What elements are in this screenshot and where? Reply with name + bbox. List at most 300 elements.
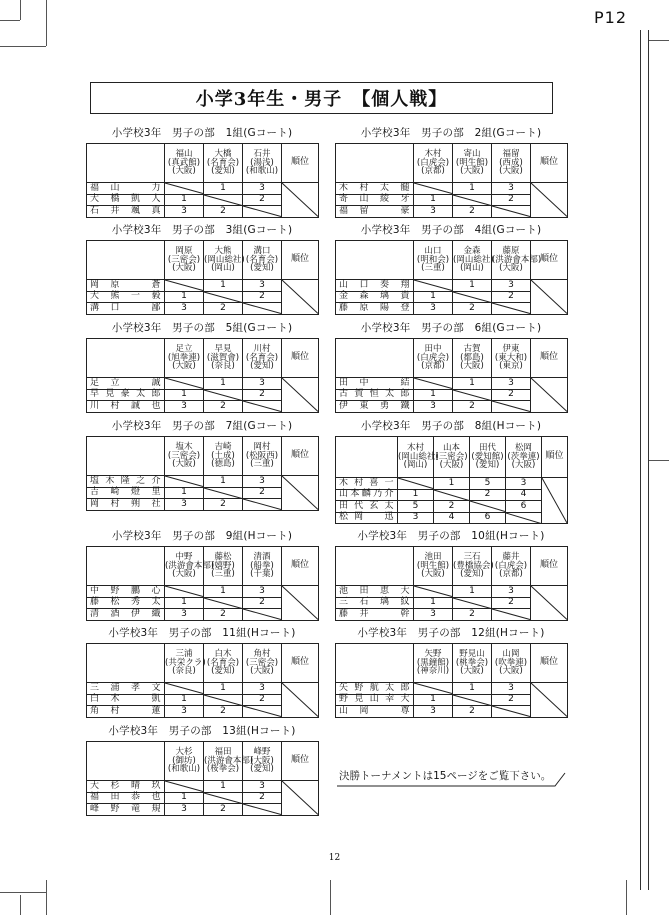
rank-cell — [531, 586, 568, 621]
column-header — [453, 547, 492, 586]
column-header-line: (豊橋協会) — [453, 560, 494, 571]
player-name: 角村 蓮 — [87, 706, 165, 718]
round-robin-table — [86, 436, 319, 511]
column-header-line: (三密会) — [245, 657, 279, 668]
column-header-line: 山本 — [442, 442, 460, 453]
column-header-line: 角村 — [253, 648, 271, 659]
group-title: 小学校3年 男子の部 12組(Hコート) — [357, 627, 545, 639]
column-header-line: (大阪) — [439, 460, 464, 471]
column-header-line: 白木 — [214, 648, 232, 659]
table-row — [336, 683, 568, 695]
match-order-cell: 2 — [243, 694, 282, 706]
diagonal-cell — [243, 401, 282, 413]
match-order-cell: 1 — [204, 781, 243, 793]
table-header-row — [87, 547, 319, 586]
match-order-cell: 1 — [204, 683, 243, 695]
column-header-line: (岡山総社) — [398, 451, 439, 462]
column-header-line: (岡山) — [211, 263, 235, 274]
diagonal-cell — [165, 183, 204, 195]
player-name: 矢野航太郎 — [336, 683, 414, 695]
match-order-cell: 1 — [414, 291, 453, 303]
column-header — [414, 144, 453, 183]
match-order-cell: 1 — [165, 487, 204, 499]
table-header-row — [336, 437, 568, 478]
player-name: 三浦孝文 — [87, 683, 165, 695]
column-header-line: (愛知) — [475, 460, 500, 471]
rank-header: 順位 — [531, 144, 568, 183]
column-header — [204, 644, 243, 683]
player-name: 野見山幸大 — [336, 694, 414, 706]
player-name: 田代玄太 — [336, 501, 398, 513]
column-header-line: 木村 — [406, 442, 424, 453]
group-title: 小学校3年 男子の部 10組(Hコート) — [357, 530, 545, 542]
column-header-line: 早見 — [214, 343, 232, 354]
player-name: 溝口 鄙 — [87, 303, 165, 315]
rank-cell — [282, 280, 319, 315]
match-order-cell: 2 — [453, 609, 492, 621]
diagonal-cell — [243, 499, 282, 511]
column-header-line: (大阪) — [460, 166, 484, 177]
match-order-cell: 3 — [165, 206, 204, 218]
rank-header: 順位 — [282, 339, 319, 378]
column-header-line: (名育会) — [245, 352, 279, 363]
match-order-cell: 3 — [165, 499, 204, 511]
group-block — [86, 320, 318, 413]
column-header-line: (西成) — [499, 157, 523, 168]
column-header-line: 木村 — [424, 148, 442, 159]
column-header-line: (三密会) — [435, 451, 468, 462]
column-header-line: (明生館) — [416, 560, 450, 571]
match-order-cell: 3 — [492, 586, 531, 598]
table-row — [87, 586, 319, 598]
column-header-line: 山口 — [424, 245, 442, 256]
diagonal-cell — [506, 512, 542, 524]
player-name: 福山 力 — [87, 183, 165, 195]
diagonal-cell — [414, 183, 453, 195]
corner-cell — [87, 437, 165, 476]
match-order-cell: 2 — [453, 303, 492, 315]
player-name: 寄山綾牙 — [336, 194, 414, 206]
table-row — [336, 586, 568, 598]
rank-cell — [282, 683, 319, 718]
rank-header: 順位 — [542, 437, 568, 478]
column-header-line: 藤原 — [502, 245, 520, 256]
column-header — [492, 241, 542, 280]
crop-mark — [0, 46, 46, 47]
player-name: 足立 誠 — [87, 378, 165, 390]
rank-header: 順位 — [282, 241, 319, 280]
column-header-line: (嬉野) — [211, 560, 235, 571]
player-name: 大橋凱人 — [87, 194, 165, 206]
column-header-line: 山岡 — [502, 648, 520, 659]
column-header-line: 寄山 — [463, 148, 481, 159]
match-order-cell: 1 — [165, 792, 204, 804]
column-header-line: 三石 — [463, 551, 481, 562]
column-header-line: 福山 — [175, 148, 193, 159]
column-header-line: (御坊) — [172, 755, 196, 766]
column-header-line: 清酒 — [253, 551, 271, 562]
match-order-cell: 3 — [414, 206, 453, 218]
column-header — [243, 644, 282, 683]
column-header — [243, 144, 282, 183]
table-row — [336, 489, 568, 501]
player-name: 吉崎燈里 — [87, 487, 165, 499]
column-header — [414, 241, 453, 280]
table-header-row — [87, 644, 319, 683]
match-order-cell: 2 — [204, 206, 243, 218]
player-name: 藤原陽登 — [336, 303, 414, 315]
diagonal-cell — [165, 476, 204, 488]
column-header — [204, 144, 243, 183]
match-order-cell: 2 — [204, 609, 243, 621]
page-title: 小学3年生・男子 【個人戦】 — [90, 82, 553, 114]
column-header — [414, 339, 453, 378]
round-robin-table — [86, 741, 319, 816]
column-header-line: (大阪) — [172, 361, 196, 372]
column-header-line: 中野 — [175, 551, 193, 562]
column-header-line: (千葉) — [250, 569, 274, 580]
column-header — [492, 339, 531, 378]
match-order-cell: 2 — [204, 804, 243, 816]
column-header-line: (岡山総社) — [453, 254, 494, 265]
column-header — [453, 241, 492, 280]
match-order-cell: 3 — [243, 280, 282, 292]
group-block — [86, 528, 318, 621]
match-order-cell: 2 — [492, 389, 531, 401]
table-header-row — [87, 437, 319, 476]
column-header-line: (大阪) — [511, 460, 536, 471]
group-block — [86, 625, 318, 718]
column-header-line: (土成) — [211, 450, 235, 461]
page-number: 12 — [328, 853, 341, 863]
table-row — [336, 512, 568, 524]
match-order-cell: 1 — [453, 183, 492, 195]
crop-mark — [648, 460, 669, 461]
corner-cell — [336, 339, 414, 378]
column-header — [165, 547, 215, 586]
diagonal-cell — [204, 792, 243, 804]
match-order-cell: 3 — [165, 804, 204, 816]
column-header-line: (名育会) — [245, 254, 279, 265]
diagonal-cell — [243, 804, 282, 816]
column-header — [204, 742, 254, 781]
rank-header: 順位 — [282, 547, 319, 586]
group-block — [86, 125, 318, 218]
corner-cell — [336, 144, 414, 183]
match-order-cell: 3 — [398, 512, 434, 524]
column-header-line: (三密会) — [167, 254, 201, 265]
rank-header: 順位 — [282, 144, 319, 183]
diagonal-cell — [165, 586, 204, 598]
diagonal-cell — [414, 586, 453, 598]
player-name: 塩木隆之介 — [87, 476, 165, 488]
group-block — [86, 418, 318, 511]
column-header-line: (茨拳連) — [507, 451, 540, 462]
match-order-cell: 3 — [243, 586, 282, 598]
crop-mark — [46, 880, 47, 915]
column-header-line: 古賀 — [463, 343, 481, 354]
table-row — [336, 183, 568, 195]
match-order-cell: 2 — [204, 706, 243, 718]
table-row — [336, 501, 568, 513]
diagonal-cell — [243, 206, 282, 218]
player-name: 大杉晴玖 — [87, 781, 165, 793]
column-header-line: (三重) — [250, 459, 274, 470]
player-name: 伊東勇鐵 — [336, 401, 414, 413]
diagonal-cell — [492, 401, 531, 413]
column-header-line: (愛知) — [250, 764, 274, 775]
group-title: 小学校3年 男子の部 6組(Gコート) — [360, 322, 542, 334]
column-header-line: (三密会) — [167, 450, 201, 461]
column-header-line: (都島) — [460, 352, 484, 363]
diagonal-cell — [204, 291, 243, 303]
player-name: 三石璃紋 — [336, 597, 414, 609]
corner-cell — [87, 742, 165, 781]
group-title: 小学校3年 男子の部 9組(Hコート) — [111, 530, 293, 542]
column-header — [165, 437, 204, 476]
column-header-line: (湯浅) — [250, 157, 274, 168]
group-block — [335, 125, 567, 218]
diagonal-cell — [243, 303, 282, 315]
group-title: 小学校3年 男子の部 11組(Hコート) — [108, 627, 296, 639]
match-order-cell: 3 — [414, 401, 453, 413]
match-order-cell: 1 — [165, 597, 204, 609]
column-header-line: 大杉 — [175, 746, 193, 757]
column-header-line: (愛知) — [250, 263, 274, 274]
diagonal-cell — [434, 489, 470, 501]
column-header-line: (京都) — [421, 166, 445, 177]
player-name: 岡村朔社 — [87, 499, 165, 511]
column-header-line: (白虎会) — [416, 157, 450, 168]
match-order-cell: 2 — [434, 501, 470, 513]
match-order-cell: 2 — [204, 499, 243, 511]
diagonal-cell — [243, 706, 282, 718]
match-order-cell: 3 — [243, 378, 282, 390]
player-name: 岡原 蒼 — [87, 280, 165, 292]
diagonal-cell — [453, 389, 492, 401]
column-header-line: 塩木 — [175, 441, 193, 452]
round-robin-table — [335, 643, 568, 718]
table-row — [87, 280, 319, 292]
table-row — [87, 781, 319, 793]
column-header — [470, 437, 506, 478]
column-header — [492, 547, 531, 586]
group-title: 小学校3年 男子の部 3組(Gコート) — [111, 224, 293, 236]
rank-cell — [531, 378, 568, 413]
match-order-cell: 2 — [243, 792, 282, 804]
player-name: 池田恵大 — [336, 586, 414, 598]
column-header-line: (岡山) — [460, 263, 484, 274]
corner-cell — [336, 241, 414, 280]
match-order-cell: 2 — [492, 291, 531, 303]
page-edge-line — [648, 30, 649, 890]
round-robin-table — [86, 143, 319, 218]
match-order-cell: 3 — [414, 706, 453, 718]
group-block — [86, 723, 318, 816]
column-header-line: 松岡 — [514, 442, 532, 453]
column-header-line: (神奈川) — [416, 666, 450, 677]
page-label: P12 — [594, 8, 628, 27]
page-edge-line — [640, 30, 641, 890]
table-header-row — [87, 742, 319, 781]
column-header — [165, 644, 204, 683]
group-block — [335, 222, 567, 315]
crop-mark — [330, 880, 331, 915]
group-block — [335, 625, 567, 718]
column-header-line: 田中 — [424, 343, 442, 354]
rank-cell — [542, 478, 568, 524]
column-header-line: (和歌山) — [245, 166, 279, 177]
diagonal-cell — [165, 280, 204, 292]
match-order-cell: 1 — [204, 586, 243, 598]
diagonal-cell — [165, 781, 204, 793]
match-order-cell: 3 — [243, 476, 282, 488]
group-block — [335, 320, 567, 413]
group-title: 小学校3年 男子の部 13組(Hコート) — [108, 725, 296, 737]
column-header-line: (洪游會本部) — [492, 254, 542, 265]
column-header-line: (大阪) — [172, 459, 196, 470]
rank-cell — [531, 280, 568, 315]
rank-header: 順位 — [531, 339, 568, 378]
column-header — [204, 241, 243, 280]
match-order-cell: 1 — [165, 291, 204, 303]
match-order-cell: 4 — [506, 489, 542, 501]
rank-header: 順位 — [282, 437, 319, 476]
player-name: 白木 凱 — [87, 694, 165, 706]
column-header-line: 石井 — [253, 148, 271, 159]
column-header-line: (大阪) — [460, 666, 484, 677]
match-order-cell: 6 — [506, 501, 542, 513]
column-header-line: (岡山) — [403, 460, 428, 471]
corner-cell — [87, 339, 165, 378]
diagonal-cell — [414, 683, 453, 695]
column-header-line: (愛知館) — [471, 451, 504, 462]
table-row — [336, 280, 568, 292]
group-block — [335, 418, 567, 524]
column-header-line: 大橋 — [214, 148, 232, 159]
crop-mark — [0, 892, 46, 893]
column-header-line: (大阪) — [172, 166, 196, 177]
match-order-cell: 2 — [243, 487, 282, 499]
column-header-line: (明生館) — [455, 157, 489, 168]
column-header — [398, 437, 439, 478]
diagonal-cell — [470, 501, 506, 513]
match-order-cell: 2 — [243, 194, 282, 206]
player-name: 山岡 尊 — [336, 706, 414, 718]
column-header-line: (京都) — [421, 361, 445, 372]
diagonal-cell — [492, 609, 531, 621]
group-title: 小学校3年 男子の部 2組(Gコート) — [360, 127, 542, 139]
match-order-cell: 1 — [453, 683, 492, 695]
column-header — [165, 241, 204, 280]
diagonal-cell — [453, 194, 492, 206]
column-header-line: (大阪) — [172, 263, 196, 274]
column-header — [165, 742, 204, 781]
match-order-cell: 1 — [204, 280, 243, 292]
column-header-line: (洪游會本部) — [165, 560, 215, 571]
match-order-cell: 5 — [470, 478, 506, 490]
column-header — [243, 241, 282, 280]
column-header-line: (東大和) — [494, 352, 528, 363]
column-header-line: (大阪) — [499, 666, 523, 677]
match-order-cell: 3 — [492, 378, 531, 390]
column-header-line: (船拳) — [250, 560, 274, 571]
column-header-line: 足立 — [175, 343, 193, 354]
table-header-row — [336, 144, 568, 183]
column-header-line: (徳島) — [211, 459, 235, 470]
match-order-cell: 3 — [492, 280, 531, 292]
column-header — [204, 339, 243, 378]
column-header — [243, 547, 282, 586]
crop-mark — [20, 895, 21, 915]
round-robin-table — [86, 546, 319, 621]
rank-header: 順位 — [531, 644, 568, 683]
column-header-line: 矢野 — [424, 648, 442, 659]
corner-cell — [336, 437, 398, 478]
column-header — [414, 644, 453, 683]
column-header-line: (大阪) — [499, 166, 523, 177]
rank-cell — [282, 586, 319, 621]
player-name: 福留 豪 — [336, 206, 414, 218]
column-header-line: 川村 — [253, 343, 271, 354]
player-name: 木村喜一 — [336, 478, 398, 490]
column-header-line: (愛知) — [211, 166, 235, 177]
group-title: 小学校3年 男子の部 4組(Gコート) — [360, 224, 542, 236]
table-row — [87, 378, 319, 390]
column-header-line: (東京) — [499, 361, 523, 372]
column-header-line: (名育会) — [206, 157, 240, 168]
column-header — [453, 339, 492, 378]
column-header-line: 野見山 — [459, 648, 485, 659]
diagonal-cell — [165, 378, 204, 390]
rank-header: 順位 — [531, 547, 568, 586]
column-header-line: (大阪) — [460, 361, 484, 372]
round-robin-table — [86, 643, 319, 718]
column-header — [492, 644, 531, 683]
footnote-text: 決勝トーナメントは15ページをご覧下さい。 — [339, 769, 552, 782]
column-header — [204, 437, 243, 476]
column-header-line: 伊東 — [502, 343, 520, 354]
match-order-cell: 1 — [165, 194, 204, 206]
column-header-line: 岡原 — [175, 245, 193, 256]
column-header-line: (奈良) — [211, 361, 235, 372]
player-name: 山本麟乃介 — [336, 489, 398, 501]
match-order-cell: 1 — [453, 280, 492, 292]
crop-mark — [20, 0, 21, 20]
column-header-line: 溝口 — [253, 245, 271, 256]
column-header-line: (岡山総社) — [204, 254, 245, 265]
match-order-cell: 2 — [492, 194, 531, 206]
column-header-line: 藤松 — [214, 551, 232, 562]
column-header-line: (吹拳連) — [494, 657, 528, 668]
match-order-cell: 2 — [470, 489, 506, 501]
corner-cell — [87, 547, 165, 586]
player-name: 福田恭也 — [87, 792, 165, 804]
player-name: 松岡 迅 — [336, 512, 398, 524]
player-name: 金森璃貴 — [336, 291, 414, 303]
group-title: 小学校3年 男子の部 5組(Gコート) — [111, 322, 293, 334]
diagonal-cell — [492, 303, 531, 315]
diagonal-cell — [492, 706, 531, 718]
diagonal-cell — [398, 478, 434, 490]
corner-cell — [87, 644, 165, 683]
column-header-line: (桜拳会) — [206, 764, 240, 775]
column-header-line: (奈良) — [172, 666, 196, 677]
corner-cell — [336, 547, 414, 586]
column-header-line: 福田 — [214, 746, 232, 757]
player-name: 山口奏翔 — [336, 280, 414, 292]
diagonal-cell — [204, 694, 243, 706]
